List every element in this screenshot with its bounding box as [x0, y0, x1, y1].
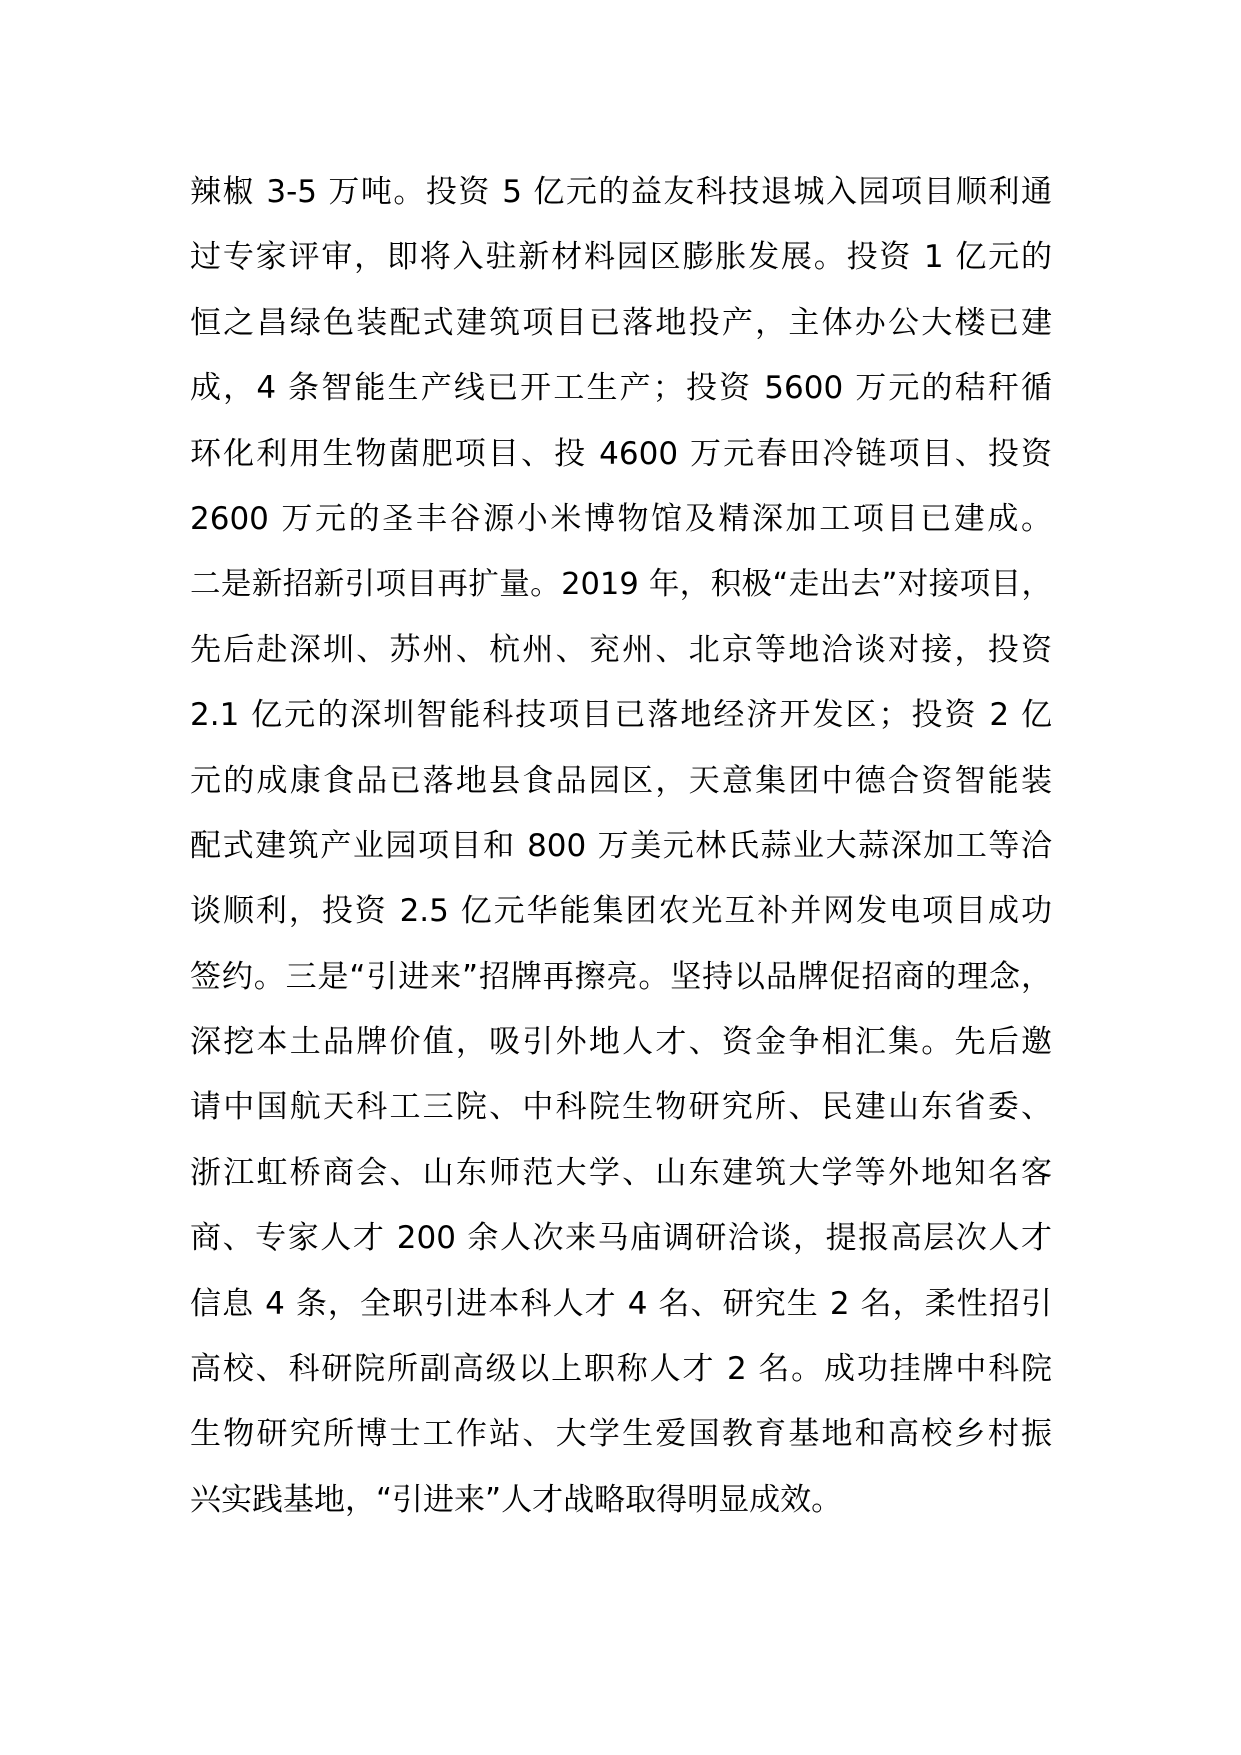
text-line: 生物研究所博士工作站、大学生爱国教育基地和高校乡村振	[190, 1416, 1052, 1453]
text-line: 辣椒 3-5 万吨。投资 5 亿元的益友科技退城入园项目顺利通	[190, 174, 1052, 210]
text-line: 恒之昌绿色装配式建筑项目已落地投产，主体办公大楼已建	[190, 304, 1052, 341]
text-line: 深挖本土品牌价值，吸引外地人才、资金争相汇集。先后邀	[190, 1024, 1052, 1061]
text-line: 请中国航天科工三院、中科院生物研究所、民建山东省委、	[190, 1089, 1052, 1126]
text-line: 元的成康食品已落地县食品园区，天意集团中德合资智能装	[190, 762, 1052, 799]
text-line: 2600 万元的圣丰谷源小米博物馆及精深加工项目已建成。	[190, 500, 1052, 537]
text-line: 2.1 亿元的深圳智能科技项目已落地经济开发区；投资 2 亿	[190, 697, 1052, 734]
text-line: 信息 4 条，全职引进本科人才 4 名、研究生 2 名，柔性招引	[190, 1285, 1052, 1322]
text-line: 环化利用生物菌肥项目、投 4600 万元春田冷链项目、投资	[190, 435, 1052, 472]
text-line: 二是新招新引项目再扩量。2019 年，积极“走出去”对接项目，	[190, 567, 1052, 603]
text-line: 成，4 条智能生产线已开工生产；投资 5600 万元的秸秆循	[190, 370, 1052, 407]
text-line: 兴实践基地，“引进来”人才战略取得明显成效。	[190, 1481, 843, 1518]
text-line: 高校、科研院所副高级以上职称人才 2 名。成功挂牌中科院	[190, 1351, 1052, 1388]
text-line: 商、专家人才 200 余人次来马庙调研洽谈，提报高层次人才	[190, 1220, 1052, 1257]
text-line: 谈顺利，投资 2.5 亿元华能集团农光互补并网发电项目成功	[190, 893, 1052, 930]
text-line: 签约。三是“引进来”招牌再擦亮。坚持以品牌促招商的理念，	[190, 958, 1052, 995]
text-line: 先后赴深圳、苏州、杭州、兖州、北京等地洽谈对接，投资	[190, 631, 1052, 668]
text-line: 浙江虹桥商会、山东师范大学、山东建筑大学等外地知名客	[190, 1154, 1052, 1191]
text-line: 过专家评审，即将入驻新材料园区膨胀发展。投资 1 亿元的	[190, 239, 1052, 276]
body-paragraph	[190, 160, 1052, 1533]
text-line: 配式建筑产业园项目和 800 万美元林氏蒜业大蒜深加工等洽	[190, 827, 1052, 864]
